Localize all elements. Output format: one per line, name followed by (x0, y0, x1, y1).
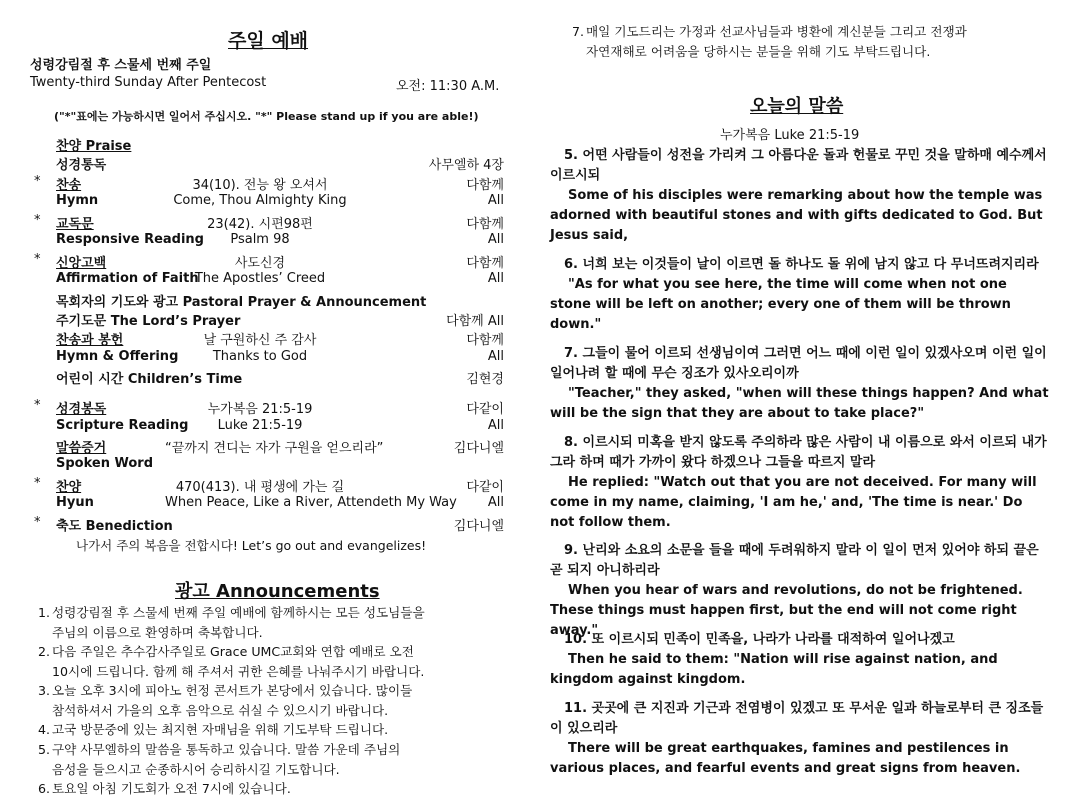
order-item-detail: Come, Thou Almighty King (173, 193, 347, 208)
subtitle-korean: 성령강림절 후 스물세 번째 주일 (30, 58, 212, 73)
order-item-detail: 날 구원하신 주 감사 (203, 333, 317, 348)
order-item-detail: 사도신경 (234, 256, 286, 271)
announcement-text: 성령강림절 후 스물세 번째 주일 예배에 함께하시는 모든 성도님들을 (52, 605, 425, 620)
verse-block (550, 630, 1050, 690)
verse-korean: 5. 어떤 사람들이 성전을 가리켜 그 아름다운 돌과 헌물로 꾸민 것을 말하매 예수께서 이르시되 (550, 148, 1047, 183)
order-item-leader: 다같이 (466, 480, 504, 495)
order-item-detail: Thanks to God (212, 349, 308, 364)
announcement-item (38, 720, 518, 740)
announcement-item (38, 681, 518, 720)
verse-english: Then he said to them: "Nation will rise against nation, and kingdom against kingdom. (550, 652, 998, 687)
order-row (0, 232, 530, 251)
order-item-leader: 김다니엘 (453, 441, 504, 456)
order-row (0, 515, 530, 534)
announcement-number: 2. (38, 644, 51, 659)
order-item-detail: “끝까지 견디는 자가 구원을 얻으리라” (165, 441, 384, 456)
order-item-leader: 다함께 All (446, 314, 504, 329)
order-item-label: 찬송과 봉헌 (56, 333, 124, 348)
verse-block (550, 433, 1050, 533)
order-item-label: 주기도문 The Lord’s Prayer (56, 314, 241, 329)
order-item-label: Hymn & Offering (56, 349, 179, 364)
verse-korean: 7. 그들이 물어 이르되 선생님이여 그러면 어느 때에 이런 일이 있겠사오며 이런 일이 일어나려 할 때에 무슨 징조가 있사오리이까 (550, 346, 1047, 381)
order-item-label: 찬양 (56, 480, 82, 495)
order-item-detail: When Peace, Like a River, Attendeth My Way (165, 495, 457, 510)
order-item-label: Hymn (56, 193, 99, 208)
order-item-label: 성경통독 (56, 158, 107, 173)
announcement-number: 4. (38, 722, 51, 737)
announcement-item (38, 642, 518, 681)
announcement-text: 토요일 아침 기도회가 오전 7시에 있습니다. (52, 781, 291, 796)
order-item-label: 신앙고백 (56, 256, 107, 271)
order-row (0, 349, 530, 368)
order-item-leader: 김현경 (466, 372, 504, 387)
order-item-label: Responsive Reading (56, 232, 204, 247)
order-row (0, 271, 530, 290)
announcement-item (38, 603, 518, 642)
order-item-label: 성경봉독 (56, 402, 107, 417)
verse-block (550, 146, 1050, 246)
order-row (0, 368, 530, 387)
announcement-text: 매일 기도드리는 가정과 선교사님들과 병환에 계신분들 그리고 전쟁과 (586, 24, 967, 39)
order-item-leader: All (487, 193, 504, 208)
order-item-leader: 다같이 (466, 402, 504, 417)
order-item-detail: Luke 21:5-19 (217, 418, 303, 433)
verse-english: When you hear of wars and revolutions, do not be frightened. These things must happen first, but the end will not come right away." (550, 583, 1023, 638)
order-row (0, 476, 530, 495)
order-row (0, 174, 530, 193)
stand-marker: * (34, 174, 41, 189)
order-item-detail: 누가복음 21:5-19 (207, 402, 313, 417)
verse-english: He replied: "Watch out that you are not deceived. For many will come in my name, claiming, 'I am he,' and, 'The time is near.' Do not follow them. (550, 475, 1037, 530)
announcement-item (38, 779, 518, 799)
announcement-text: 다음 주일은 추수감사주일로 Grace UMC교회와 연합 예배로 오전 (52, 644, 414, 659)
order-item-leader: 다함께 (466, 333, 504, 348)
order-item-leader: 사무엘하 4장 (428, 158, 504, 173)
word-title: 오늘의 말씀 (750, 96, 844, 117)
order-item-label: 찬송 (56, 178, 82, 193)
verse-korean: 11. 곳곳에 큰 지진과 기근과 전염병이 있겠고 또 무서운 일과 하늘로부터 큰 징조들이 있으리라 (550, 701, 1044, 736)
verse-korean: 8. 이르시되 미혹을 받지 않도록 주의하라 많은 사람이 내 이름으로 와서 이르되 내가 그라 하며 때가 가까이 왔다 하겠으나 그들을 따르지 말라 (550, 435, 1047, 470)
announcement-number: 6. (38, 781, 51, 796)
order-item-leader: All (487, 271, 504, 286)
stand-marker: * (34, 398, 41, 413)
announcement-number: 1. (38, 605, 51, 620)
order-item-label: Spoken Word (56, 456, 154, 471)
order-item-label: 어린이 시간 Children’s Time (56, 372, 243, 387)
order-item-detail: Psalm 98 (230, 232, 290, 247)
verse-block (550, 699, 1050, 779)
announcement-text-cont: 음성을 들으시고 순종하시어 승리하시길 기도합니다. (52, 761, 340, 777)
order-item-leader: 김다니엘 (453, 519, 504, 534)
order-row (0, 213, 530, 232)
verse-korean: 10. 또 이르시되 민족이 민족을, 나라가 나라를 대적하여 일어나겠고 (564, 632, 955, 647)
order-item-leader: 다함께 (466, 178, 504, 193)
worship-title: 주일 예배 (228, 30, 309, 52)
order-item-leader: All (487, 232, 504, 247)
announcements-title: 광고 Announcements (175, 581, 380, 602)
announcement-text-cont: 자연재해로 어려움을 당하시는 분들을 위해 기도 부탁드립니다. (586, 43, 931, 59)
order-row (0, 252, 530, 271)
order-item-detail: 34(10). 전능 왕 오셔서 (192, 178, 328, 193)
announcement-item (572, 22, 1062, 61)
order-item-label: 축도 Benediction (56, 519, 173, 534)
stand-marker: * (34, 476, 41, 491)
announcement-text-cont: 참석하셔서 가을의 오후 음악으로 쉬실 수 있으시기 바랍니다. (52, 702, 389, 718)
order-row (0, 193, 530, 212)
order-item-label: Affirmation of Faith (56, 271, 199, 286)
order-item-leader: 다함께 (466, 217, 504, 232)
verse-korean: 6. 너희 보는 이것들이 날이 이르면 돌 하나도 돌 위에 남지 않고 다 무너뜨려지리라 (564, 257, 1039, 272)
announcement-number: 3. (38, 683, 51, 698)
announcement-number: 5. (38, 742, 51, 757)
order-row (0, 437, 530, 456)
order-row (0, 456, 530, 475)
announcement-text: 구약 사무엘하의 말씀을 통독하고 있습니다. 말씀 가운데 주님의 (52, 742, 401, 757)
order-row (0, 310, 530, 329)
order-item-leader: All (487, 495, 504, 510)
verse-korean: 9. 난리와 소요의 소문을 들을 때에 두려워하지 말라 이 일이 먼저 있어야 하되 끝은 곧 되지 아니하리라 (550, 543, 1039, 578)
order-item-detail: 470(413). 내 평생에 가는 길 (175, 480, 345, 495)
order-item-label: Scripture Reading (56, 418, 189, 433)
order-item-detail: The Apostles’ Creed (194, 271, 326, 286)
order-row (0, 329, 530, 348)
order-item-label: 말씀증거 (56, 441, 107, 456)
order-row (0, 135, 530, 154)
announcement-text: 오늘 오후 3시에 피아노 헌정 콘서트가 본당에서 있습니다. 많이들 (52, 683, 413, 698)
announcement-text: 고국 방문중에 있는 최지현 자매님을 위해 기도부탁 드립니다. (52, 722, 389, 737)
service-time: 오전: 11:30 A.M. (396, 79, 500, 94)
stand-marker: * (34, 515, 41, 530)
order-row (0, 291, 530, 310)
order-item-label: Hyun (56, 495, 94, 510)
dismissal-text: 나가서 주의 복음을 전합시다! Let’s go out and evangelizes! (76, 538, 427, 553)
announcement-number: 7. (572, 24, 585, 39)
order-row (0, 495, 530, 514)
order-item-leader: All (487, 418, 504, 433)
verse-block (550, 541, 1050, 641)
subtitle-english: Twenty-third Sunday After Pentecost (30, 75, 267, 90)
verse-english: "Teacher," they asked, "when will these things happen? And what will be the sign that they are about to take place?" (550, 386, 1049, 421)
verse-block (550, 344, 1050, 424)
order-row (0, 398, 530, 417)
verse-english: "As for what you see here, the time will come when not one stone will be left on another; every one of them will be thrown down." (550, 277, 1011, 332)
announcement-text-cont: 주님의 이름으로 환영하며 축복합니다. (52, 624, 263, 640)
order-item-leader: All (487, 349, 504, 364)
order-row (0, 418, 530, 437)
order-item-detail: 23(42). 시편98편 (207, 217, 313, 232)
order-item-label: 목회자의 기도와 광고 Pastoral Prayer & Announcement (56, 295, 427, 310)
order-item-label: 찬양 Praise (56, 139, 132, 154)
verse-english: Some of his disciples were remarking about how the temple was adorned with beautiful stones and with gifts dedicated to God. But Jesus said, (550, 188, 1043, 243)
order-item-label: 교독문 (56, 217, 94, 232)
verse-english: There will be great earthquakes, famines and pestilences in various places, and fearful events and great signs from heaven. (550, 741, 1021, 776)
stand-note: ("*"표에는 가능하시면 일어서 주십시오. "*" Please stand up if you are able!) (54, 110, 479, 123)
order-row (0, 154, 530, 173)
order-item-leader: 다함께 (466, 256, 504, 271)
scripture-reference: 누가복음 Luke 21:5-19 (720, 128, 860, 143)
announcement-text-cont: 10시에 드립니다. 함께 해 주셔서 귀한 은혜를 나눠주시기 바랍니다. (52, 663, 425, 679)
stand-marker: * (34, 252, 41, 267)
verse-block (550, 255, 1050, 335)
announcement-item (38, 740, 518, 779)
stand-marker: * (34, 213, 41, 228)
